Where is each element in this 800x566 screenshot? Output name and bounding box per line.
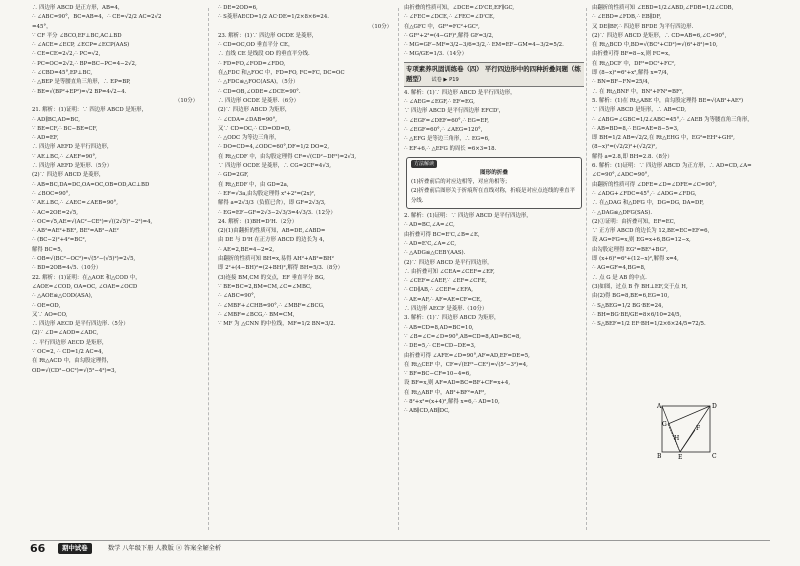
answer-line: 在△FDC 和△FOC 中，FD=FO, FC=FC, DC=OC: [218, 70, 345, 77]
answer-line: ∴ GD=2GF,: [218, 172, 249, 179]
method-title: 图形的折叠: [480, 170, 508, 177]
answer-line: ∴ AB=BC,DA=DC,OA=OC,OB=OD,AC⊥BD: [32, 181, 150, 188]
answer-line: 在 Rt△CDF 中，由勾股定理得 CF=√(CD²−DF²)=2√3,: [218, 153, 357, 160]
column-3-bottom: [404, 212, 584, 417]
answer-line: ∴ MG/GE=1/3.（14分）: [404, 51, 467, 58]
answer-line: （10分）: [174, 97, 198, 104]
column-3: [404, 4, 584, 532]
answer-line: (2)①证明：由折叠可知，EF=EC,: [592, 218, 676, 225]
page-number: 66: [30, 542, 46, 555]
answer-line: (2)(1)由翻折的性质可知，AB=DE,∠ABD=: [218, 228, 326, 235]
answer-line: ∴ 由折叠可知 ∠CEA=∠CEF=∠EF,: [404, 268, 495, 275]
answer-line: ∴ EF+6,∴ △EFG 的周长 =6×3=18.: [404, 145, 497, 152]
answer-line: 由(2)得 BG=8,BE=6,EG=10,: [592, 293, 670, 300]
answer-line: ∴ ∠CDA=∠DAB=90°,: [218, 116, 277, 123]
method-line: (2)折叠前后图形关于折痕所在直线对称，折痕是对应点连线的垂直平分线.: [411, 188, 575, 204]
answer-line: ∴ OC=√5,AE=√(AC²−CE²)=√((2√5)²−2²)=4,: [32, 218, 153, 225]
answer-line: ∴ DE=5,∴ CE=CD−DE=3,: [404, 343, 476, 350]
answer-line: 由翻折的性质可知 ∠EBD=1/2∠ABD,∠FDB=1/2∠CDB,: [592, 5, 734, 11]
answer-line: 6. 解析：(1)证明：∵ 四边形 ABCD 为正方形，∴ AD=CD,∠A=: [592, 163, 752, 170]
answer-line: ∴ ∠ABG=∠GBC=1/2∠ABC=45°,∴ ∠AEB 为等腰直角三角形，: [592, 116, 753, 123]
answer-line: ∴ ∠MBF=∠BCG,∴ BM=CM,: [218, 311, 295, 318]
answer-line: ∴ ∠ADG+∠FDC=45°,∴ ∠ADG=∠FDG,: [592, 190, 697, 197]
answer-line: ∴ AE=AF,∴ AF=AE=CF=CE,: [404, 296, 482, 303]
geometry-figure: [650, 400, 720, 462]
answer-line: ∴ S△BEF=1/2 EF·BH=1/2×6×24/5=72/5.: [592, 321, 706, 328]
vertex-label: C: [712, 453, 717, 460]
answer-line: 由翻折的性质可知 BH=x,易得 AH²+AB²=BH²: [218, 256, 334, 263]
vertex-label: H: [674, 435, 680, 442]
answer-line: 解得 a=2.8,即 BH=2.8.（8分）: [592, 153, 673, 160]
answer-line: ∠C=90°,∠ADC=90°,: [592, 172, 650, 179]
answer-line: 由折叠可得 BF=8−x,则 FC=x，: [592, 51, 674, 58]
answer-line: 又 DE∥BF,∴ 四边形 BFDE 为平行四边形.: [592, 23, 694, 30]
vertex-label: A: [657, 403, 662, 410]
section-page-ref: 试卷 ▶ P19: [431, 76, 459, 83]
answer-line: 在△GFC 中，GF²=FC²+GC²,: [404, 23, 480, 30]
method-tag: 方法解读: [411, 160, 437, 168]
answer-line: ∴ ∠EGF=60°,∴ ∠AEG=120°,: [404, 126, 483, 133]
answer-line: ∵ 四边形 ABCD 是平行四边形 EFCD'，: [404, 108, 505, 115]
answer-line: ∴ 四边形 AECD 是平行四边形.（5分）: [32, 321, 129, 328]
answer-line: (8−x)²=(√2/2)²+(√2/2)²,: [592, 144, 658, 151]
answer-line: ∴ FD=FO,∠FOD=∠FDO,: [218, 60, 286, 67]
column-divider: [398, 8, 399, 530]
fold-line: [668, 406, 710, 424]
answer-line: ∴ PC=OC=2√2,∴ BP=BC−PC=4−2√2,: [32, 60, 137, 67]
answer-line: ∴ 四边形 AEFD 是平行四边形，: [32, 144, 113, 151]
column-divider: [208, 8, 209, 530]
footer-info: 数学 八年级下册 人教版 ⓐ 答案全解全析: [108, 545, 222, 552]
answer-line: 4. 解析：(1)∵ 四边形 ABCD 是平行四边形，: [404, 89, 516, 96]
answer-line: ∴ △DAG≌△DFG(SAS).: [592, 209, 653, 216]
answer-line: ∴ BD=2OB=4√5.（10分）: [32, 265, 102, 272]
answer-line: 即 2²+(4−BH)²=(2+BH)²,解得 BH=5/3.（8分）: [218, 265, 344, 272]
answer-line: 由折叠的性质可知，∠DCE=∠D'CE,EF∥GC,: [404, 5, 515, 11]
footer-rule: [30, 540, 770, 541]
answer-line: 即 BH=1/2 AB=√2/2,在 Rt△EHG 中，EG²=EH²+GH²,: [592, 135, 735, 142]
answer-line: 由勾股定理得 EG²=BE²+BG²,: [592, 246, 668, 253]
answer-line: ∴ 平行四边形 AECD 是矩形，: [32, 339, 108, 346]
answer-line: 又∵ CD=OC,∴ CD=OD=D,: [218, 125, 291, 132]
answer-line: ∵ ∠B=∠C=∠D=90°,AB=CD=8,AD=BC=8,: [404, 333, 521, 340]
vertex-label: F: [696, 425, 701, 432]
answer-line: 设 AG=FG=x,则 EG=x+6,BG=12−x,: [592, 237, 691, 244]
vertex-label: G: [662, 421, 667, 428]
answer-line: ∴ AB²=AE²+BE², BE²=AB²−AE²: [32, 228, 119, 235]
answer-line: ∴ ∠EGF=∠DEF=60°,∴ EG=EF,: [404, 117, 489, 124]
answer-line: 由 DE 与 D'H 在正方形 ABCD 的边长为 4，: [218, 237, 328, 244]
answer-line: ∴ ∠AEG=∠EGF,∴ EF=EG,: [404, 99, 475, 106]
answer-line: OD=√(CD²−OC²)=√(5²−4²)=3,: [32, 367, 117, 374]
answer-line: 解得 BC=5,: [32, 246, 63, 253]
answer-line: ∴ MG=GF−MF=3/2−3/6=3/2,∴ EM=EF−GM=4−3/2=5/2.: [404, 42, 564, 49]
answer-line: ∴ AB=BD=8,∴ EG=AE=8−5=3,: [592, 125, 679, 132]
answer-line: 在 Rt△ACD 中，由勾股定理得，: [32, 358, 113, 365]
answer-line: ∴ CD∥AB,∴ ∠CEF=∠EFA,: [404, 287, 473, 294]
answer-line: ∵ BE=CF,∴ BC−BE=CF,: [32, 125, 98, 132]
answer-line: 5. 解析：(1)在 Rt△ABE 中，由勾股定理得 BE=√(AB²+AE²): [592, 97, 744, 104]
answer-line: 在 Rt△DCF 中，DF²=DC²+FC²,: [592, 60, 676, 67]
answer-line: ∴ 8²+x²=(x+4)²,解得 x=6,∴ AD=10,: [404, 398, 500, 405]
answer-line: ∴ EG=EF−GF=2√3−2√3/3=4√3/3.（12分）: [218, 209, 336, 216]
column-1: [32, 4, 200, 532]
section-header: [404, 62, 584, 87]
answer-line: 2. 解析：(1)证明：∵ 四边形 ABCD 是平行四边形，: [404, 213, 532, 220]
answer-line: ∴ ∠BOC=90°,: [32, 190, 71, 197]
answer-line: ∴ EF=√3a,由勾股定理得 x²+2²=(2x)²,: [218, 190, 316, 197]
answer-line: ∴ S菱形AECD=1/2 AC·DE=1/2×8×6=24.: [218, 14, 329, 21]
answer-line: ∴ AG=GF=4,BG=8,: [592, 265, 646, 272]
answer-line: 3. 解析：(1)∵ 四边形 ABCD 为矩形，: [404, 315, 500, 322]
vertex-label: D: [712, 403, 717, 410]
answer-line: (2)∵ 四边形 ABCD 是矩形，∴ CD=AB=6,∠C=90°,: [592, 32, 727, 39]
answer-line: ∴ 四边形 AECF 是菱形.（10分）: [404, 306, 488, 313]
answer-line: (2)∵ 四边形 ABCD 是平行四边形，: [404, 259, 493, 266]
answer-line: 即 (8−x)²=6²+x²,解得 x=7/4,: [592, 70, 669, 77]
answer-line: (2)∵ 四边形 ABCD 是菱形，: [32, 172, 105, 179]
answer-line: 设 BF=x,则 AF=AD=BC=BF+CF=x+4,: [404, 380, 511, 387]
answer-line: ∴ AD∥BC,AD=BC,: [32, 116, 80, 123]
answer-line: ∴ 在 Rt△BNF 中，BN²+FN²=BF²,: [592, 88, 684, 95]
fold-line: [662, 406, 680, 452]
answer-line: ∴ △AOE≌△COD(ASA),: [32, 293, 93, 300]
vertex-label: B: [657, 453, 662, 460]
answer-line: ∴ BN=BF−FN=25/4,: [592, 79, 650, 86]
answer-line: 解得 a=2√3/3（负值已舍），即 GF=2√3/3,: [218, 200, 326, 207]
answer-line: ∴ △ODC 为等边三角形，: [218, 135, 280, 142]
answer-line: ∴ △EFG 是等边三角形，∴ EG=6,: [404, 136, 490, 143]
answer-line: ∴ ∠EBD=∠FDB,∴ EB∥DF,: [592, 14, 662, 21]
answer-line: ∴ DE=2OD=6,: [218, 5, 258, 11]
answer-line: ∴ AB∥CD,AB∥DC,: [404, 408, 450, 415]
answer-line: ∵ BE=BC=2,BM=CM,∠C=∠MBC,: [218, 283, 312, 290]
answer-line: 24. 解析：(1)BH=D'H.（2分）: [218, 218, 298, 225]
answer-line: ∴ BH=BG·BE/GE=8×6/10=24/5,: [592, 311, 682, 318]
answer-line: ∴ 直线 CE 是线段 OD 的垂直平分线.: [218, 51, 310, 58]
answer-line: ∵ CF 平分 ∠BCO,EF⊥BC,AC⊥BD: [32, 32, 122, 39]
column-3-middle: [404, 89, 584, 154]
answer-line: ∵ 四边形 ABCD 是矩形，∴ AB=CD,: [592, 107, 687, 114]
answer-line: ∴ △FDC≌△FOC(ASA)，（5分）: [218, 79, 299, 86]
answer-line: ∴ S△BEG=1/2 BG·BE=24,: [592, 302, 664, 309]
answer-line: ∴ OB=√(BC²−OC²)=√(5²−(√5)²)=2√5,: [32, 256, 136, 263]
answer-line: 21. 解析：(1)证明：∵ 四边形 ABCD 是矩形，: [32, 107, 147, 114]
answer-line: ∴ 四边形 ABCD 是正方形，AB=4，: [32, 5, 124, 11]
answer-line: 由折叠可得 BC=E'C,∠B=∠E,: [404, 231, 480, 238]
answer-line: 在 Rt△CEF 中，CF=√(EF²−CE²)=√(5²−3²)=4,: [404, 361, 528, 368]
column-2: [218, 4, 394, 532]
answer-line: ∴ ∠CEF=∠AEF,∵ ∠EF=∠CFE,: [404, 278, 487, 285]
answer-line: ∴ 四边形 AEFD 是矩形.（5分）: [32, 163, 113, 170]
answer-line: ∴ OE=OD,: [32, 302, 61, 309]
answer-line: ∴ ∠ABC=90°,: [218, 293, 256, 300]
square-outline: [662, 406, 710, 452]
answer-line: ∴ ∠ABC=90°，BC=AB=4，∴ CE=√2/2 AC=2√2: [32, 14, 162, 21]
answer-line: ∴ ∠ACE=∠ECP, ∠ECP=∠ECP(AAS): [32, 42, 130, 49]
answer-line: 即 (x+6)²=6²+(12−x)²,解得 x=4,: [592, 256, 679, 263]
vertex-label: E: [678, 454, 683, 461]
answer-line: 在 Rt△ABF 中，AB²+BF²=AF²,: [404, 389, 486, 396]
answer-line: ∴ CD=OB,∠ODE=∠DCE=90°.: [218, 88, 301, 95]
answer-line: ∴ ∠CBD=45°,EP⊥BC,: [32, 70, 93, 77]
answer-line: ∴ 点 G 是 AB 的中点.: [592, 274, 647, 281]
section-title: 专项素养巩固训练卷（四） 平行四边形中的四种折叠问题（练题型）: [406, 64, 581, 83]
answer-line: 23. 解析：(1)∵ 四边形 OCDE 是菱形，: [218, 32, 318, 39]
answer-line: 在 Rt△EDF 中，由 GD=2a,: [218, 181, 289, 188]
answer-line: ∴ 四边形 OCDE 是菱形.（6分）: [218, 97, 299, 104]
answer-line: ∴ (BC−2)²+4²=BC²,: [32, 237, 87, 244]
answer-line: ∴ AB=CD=8,AD=BC=10,: [404, 324, 474, 331]
answer-line: ∴ GF²+2²=(4−GF)²,解得 GF=3/2,: [404, 32, 494, 39]
answer-line: ∵ OC=2, ∴ CD=1/2 AC=4,: [32, 348, 104, 355]
answer-line: ∵ MF 为 △CNN 的中位线，MF=1/2 BN=3/2.: [218, 321, 336, 328]
answer-line: ∴ AD=E'C,∠A=∠C,: [404, 240, 457, 247]
answer-line: (3)连接 BM,CM 的交点，EF 垂直平分 BG,: [218, 274, 325, 281]
answer-line: (3)如图，过点 B 作 BH⊥EF,交于点 H,: [592, 283, 688, 290]
answer-line: 又∵ AO=CO,: [32, 311, 68, 318]
answer-line: ∵ AE⊥BC,∴ ∠AEC=∠AEB=90°,: [32, 200, 118, 207]
answer-line: ∴ AD=EF,: [32, 135, 59, 142]
answer-line: ∵ 正方形 ABCD 的边长为 12,BE=EC=EF=6,: [592, 228, 710, 235]
answer-line: ∵ BF=BC−CF=10−4=6,: [404, 371, 471, 378]
answer-line: ∴ BE=√(BP²+EP²)=√2 BP=4√2−4.: [32, 88, 127, 95]
answer-line: (2)∵ ∠D=∠AOD=∠ADC,: [32, 330, 99, 337]
answer-line: ∴ △BEP 是等腰直角三角形，∴ EP=BP,: [32, 79, 131, 86]
answer-line: =45°，: [32, 23, 52, 30]
book-title: 期中试卷: [58, 543, 92, 554]
answer-line: ∴ ∠FEC=∠DCE,∴ ∠FEC=∠D'CE,: [404, 14, 495, 21]
answer-line: ∵ AE⊥BC,∴ ∠AEF=90°,: [32, 153, 97, 160]
answer-line: ∴ AD=BC,∠A=∠C,: [404, 222, 455, 229]
column-3-top: [404, 4, 584, 60]
answer-line: （10分）: [368, 23, 392, 30]
answer-line: ∴ AC=2OE=2√5,: [32, 209, 78, 216]
answer-line: 在 Rt△BCD 中,BD=√(BC²+CD²)=√(6²+8²)=10,: [592, 42, 718, 49]
answer-line: ∴ △ADG≌△CEB'(AAS).: [404, 250, 466, 257]
answer-line: ∴ 在△DAG 和△DFG 中，DG=DG, DA=DF,: [592, 200, 704, 207]
answer-line: ∴ CE=CE=2√2,∴ PC=√2,: [32, 51, 101, 58]
answer-line: ∴ AE=2,BE=4−2=2,: [218, 246, 275, 253]
answer-line: 由翻折的性质可得 ∠DFE=∠D=∠DFE=∠C=90°,: [592, 181, 717, 188]
answer-line: 由折叠可得 ∠AFE=∠D=90°,AF=AD,EF=DE=5,: [404, 352, 530, 359]
column-divider: [586, 8, 587, 530]
method-line: (1)折叠前后的对应边相等，对应角相等；: [411, 179, 511, 186]
answer-line: (2)∵ 四边形 ABCD 为矩形，: [218, 107, 291, 114]
answer-line: ∵ 四边形 OCDE 是菱形，∴ CG=2CF=4√3,: [218, 163, 331, 170]
answer-line: ∴ CD=OC,OD 垂直平分 CE，: [218, 42, 294, 49]
page-footer: [0, 540, 800, 560]
answer-line: ∴ ∠MBF+∠CHB=90°,∴ ∠MBF=∠BCG,: [218, 302, 325, 309]
answer-line: ∴ DO=CD=4,∠ODC=60°,DF=1/2 DO=2,: [218, 144, 330, 151]
fold-line: [680, 430, 695, 452]
answer-line: ∠AOE=∠COD, OA=OC, ∠OAE=∠OCD: [32, 283, 138, 290]
method-box: [406, 157, 582, 209]
answer-line: 22. 解析：(1)证明：在△AOE 和△COD 中，: [32, 274, 141, 281]
